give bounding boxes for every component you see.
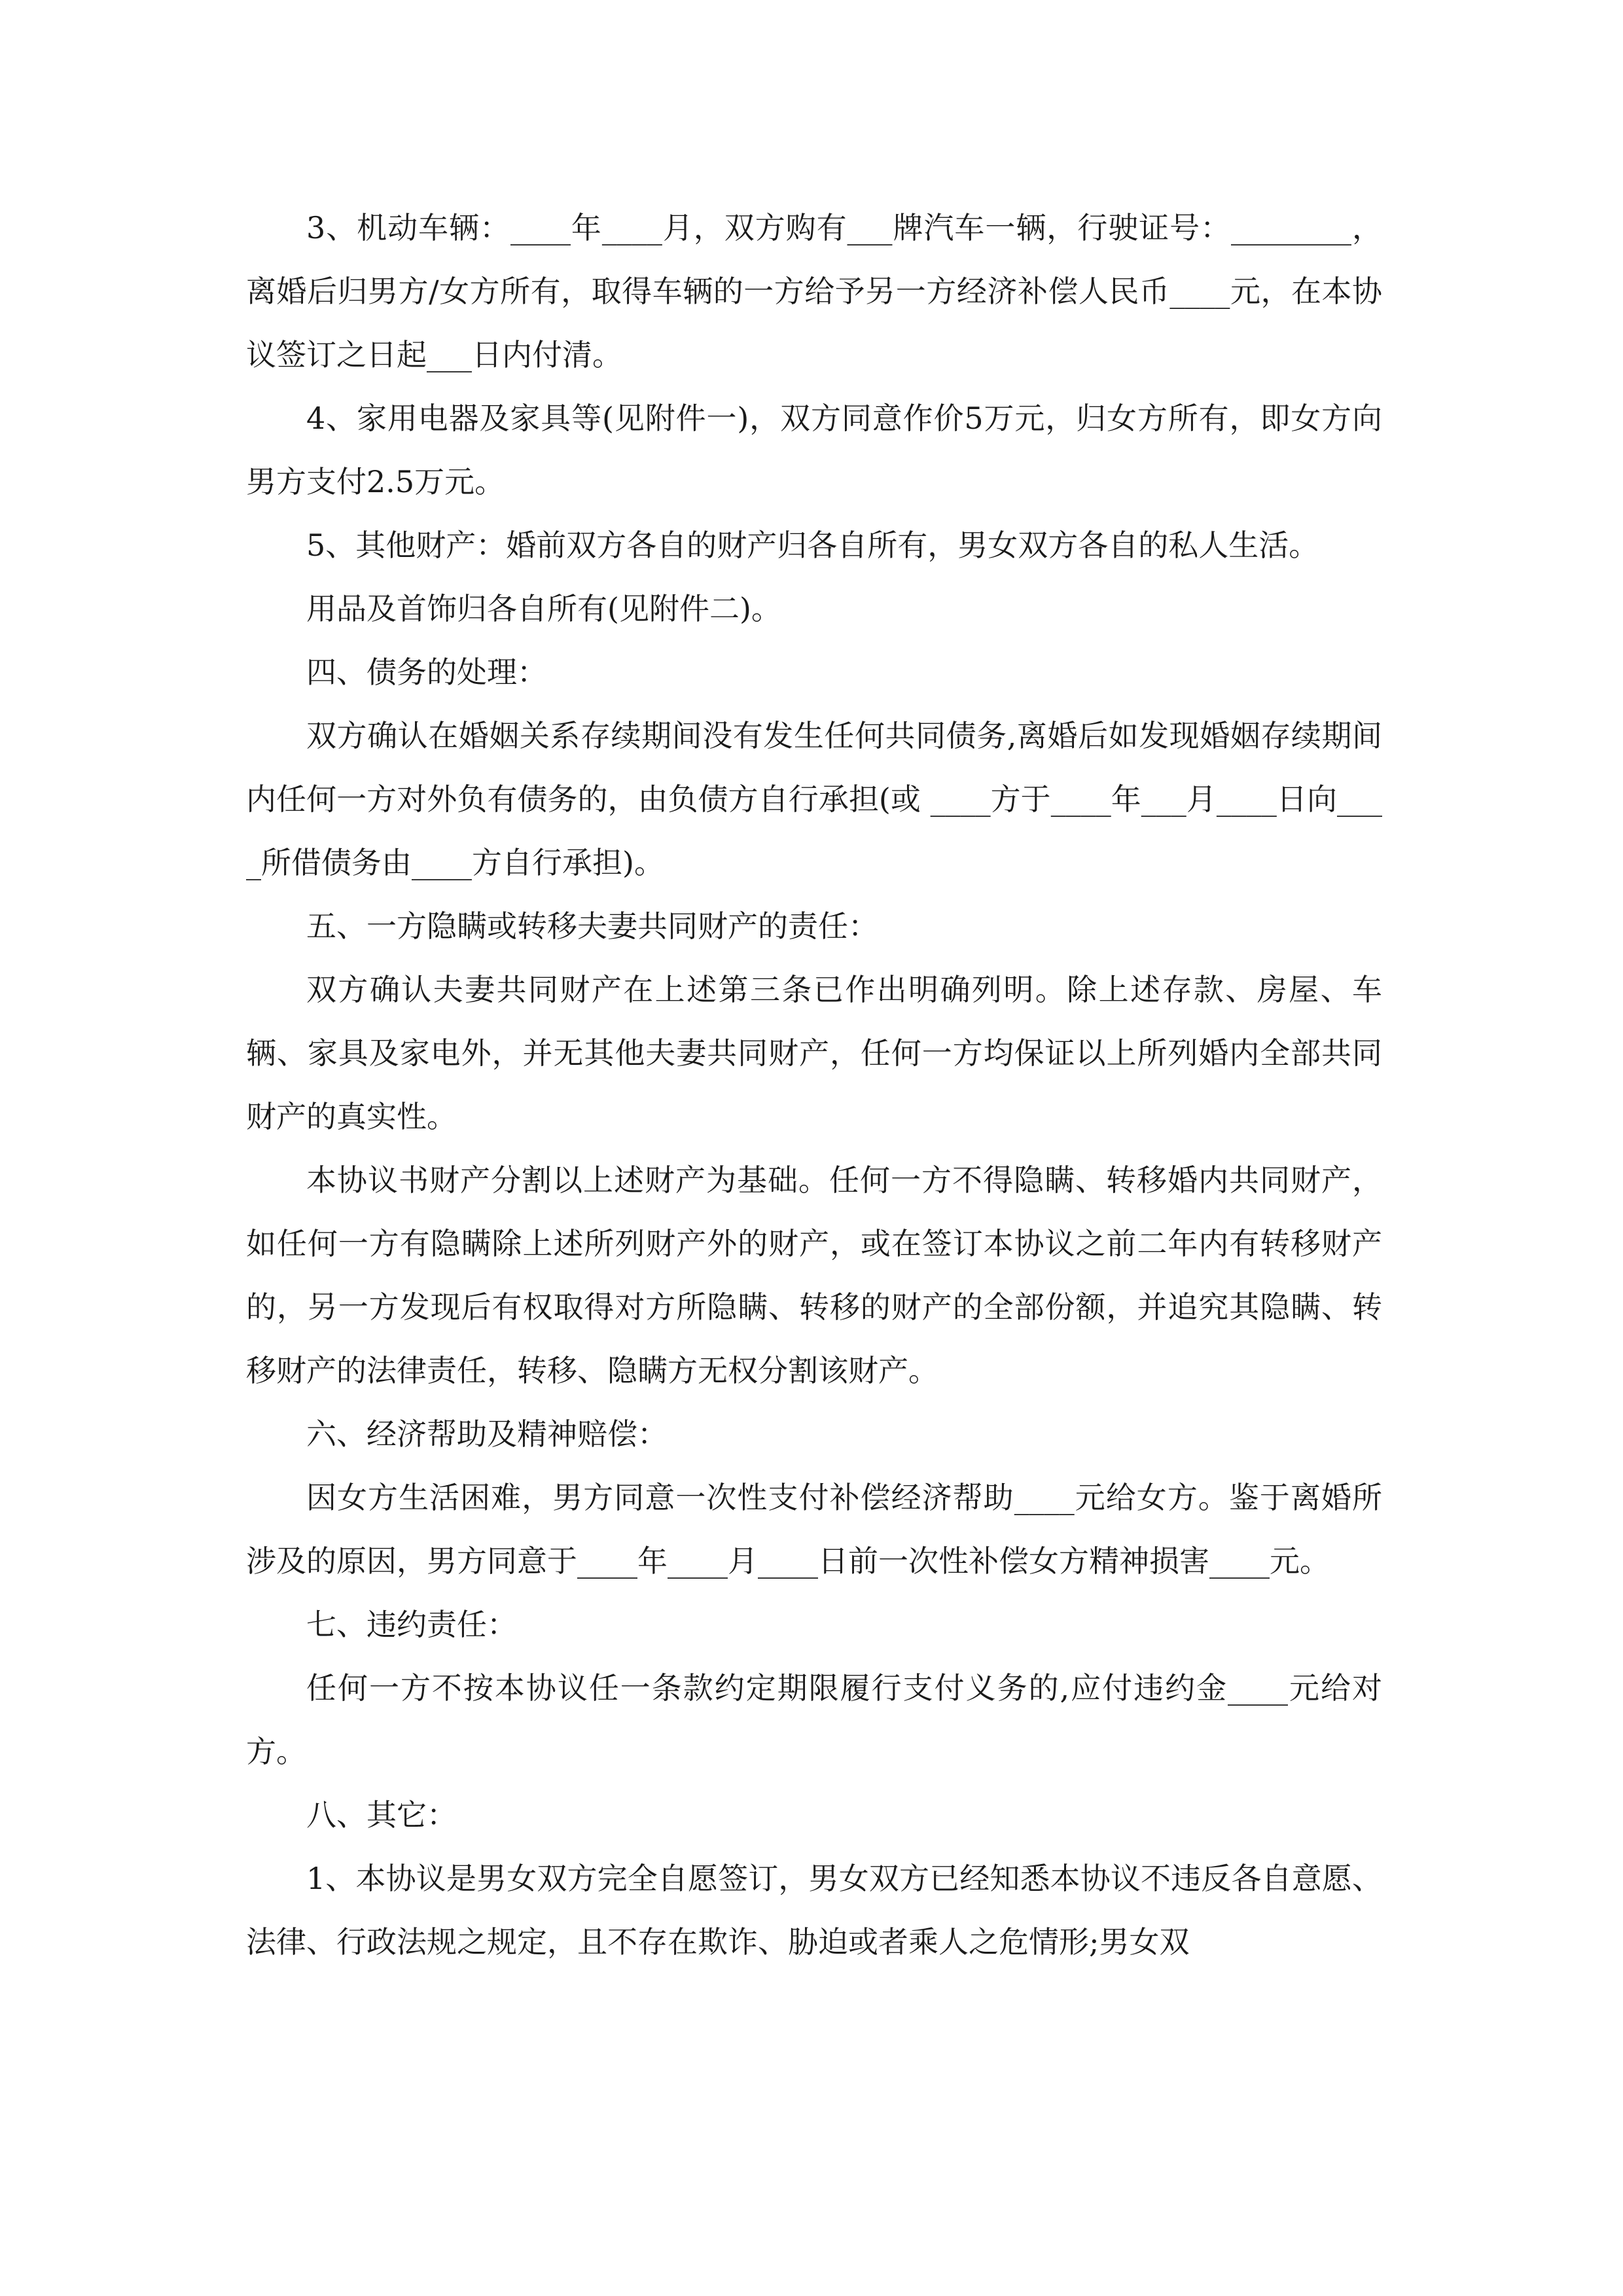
paragraph-concealment-terms: 本协议书财产分割以上述财产为基础。任何一方不得隐瞒、转移婚内共同财产，如任何一方有隐瞒除上述所列财产外的财产，或在签订本协议之前二年内有转移财产的，另一方发现后有权取得对方所隐瞒、转移的财产的全部份额，并追究其隐瞒、转移财产的法律责任，转移、隐瞒方无权分割该财产。	[246, 1162, 1382, 1388]
paragraph-other-1: 1、本协议是男女双方完全自愿签订，男女双方已经知悉本协议不违反各自意愿、法律、行政法规之规定，且不存在欺诈、胁迫或者乘人之危情形;男女双	[246, 1861, 1382, 1960]
paragraph-compensation: 因女方生活困难，男方同意一次性支付补偿经济帮助____元给女方。鉴于离婚所涉及的原因，男方同意于____年____月____日前一次性补偿女方精神损害____元。	[246, 1480, 1382, 1579]
paragraph-vehicle: 3、机动车辆：____年____月，双方购有___牌汽车一辆，行驶证号：________，离婚后归男方/女方所有，取得车辆的一方给予另一方经济补偿人民币____元，在本协议签订之日起___日内付清。	[246, 210, 1382, 372]
heading-concealment: 五、一方隐瞒或转移夫妻共同财产的责任：	[306, 908, 878, 944]
document-body	[246, 196, 1382, 1974]
heading-breach: 七、违约责任：	[306, 1607, 517, 1642]
paragraph-debts: 双方确认在婚姻关系存续期间没有发生任何共同债务,离婚后如发现婚姻存续期间内任何一方对外负有债务的，由负债方自行承担(或 ____方于____年___月____日向____所借债务由____方自行承担)。	[246, 718, 1382, 880]
heading-compensation: 六、经济帮助及精神赔偿：	[306, 1416, 668, 1452]
paragraph-concealment-confirm: 双方确认夫妻共同财产在上述第三条已作出明确列明。除上述存款、房屋、车辆、家具及家电外，并无其他夫妻共同财产，任何一方均保证以上所列婚内全部共同财产的真实性。	[246, 972, 1382, 1134]
paragraph-personal-items: 用品及首饰归各自所有(见附件二)。	[306, 591, 781, 626]
heading-other: 八、其它：	[306, 1797, 457, 1833]
paragraph-appliances: 4、家用电器及家具等(见附件一)，双方同意作价5万元，归女方所有，即女方向男方支付2.5万元。	[246, 401, 1382, 499]
paragraph-breach: 任何一方不按本协议任一条款约定期限履行支付义务的,应付违约金____元给对方。	[246, 1670, 1382, 1769]
heading-debts: 四、债务的处理：	[306, 655, 547, 690]
paragraph-other-property: 5、其他财产：婚前双方各自的财产归各自所有，男女双方各自的私人生活。	[306, 528, 1319, 563]
